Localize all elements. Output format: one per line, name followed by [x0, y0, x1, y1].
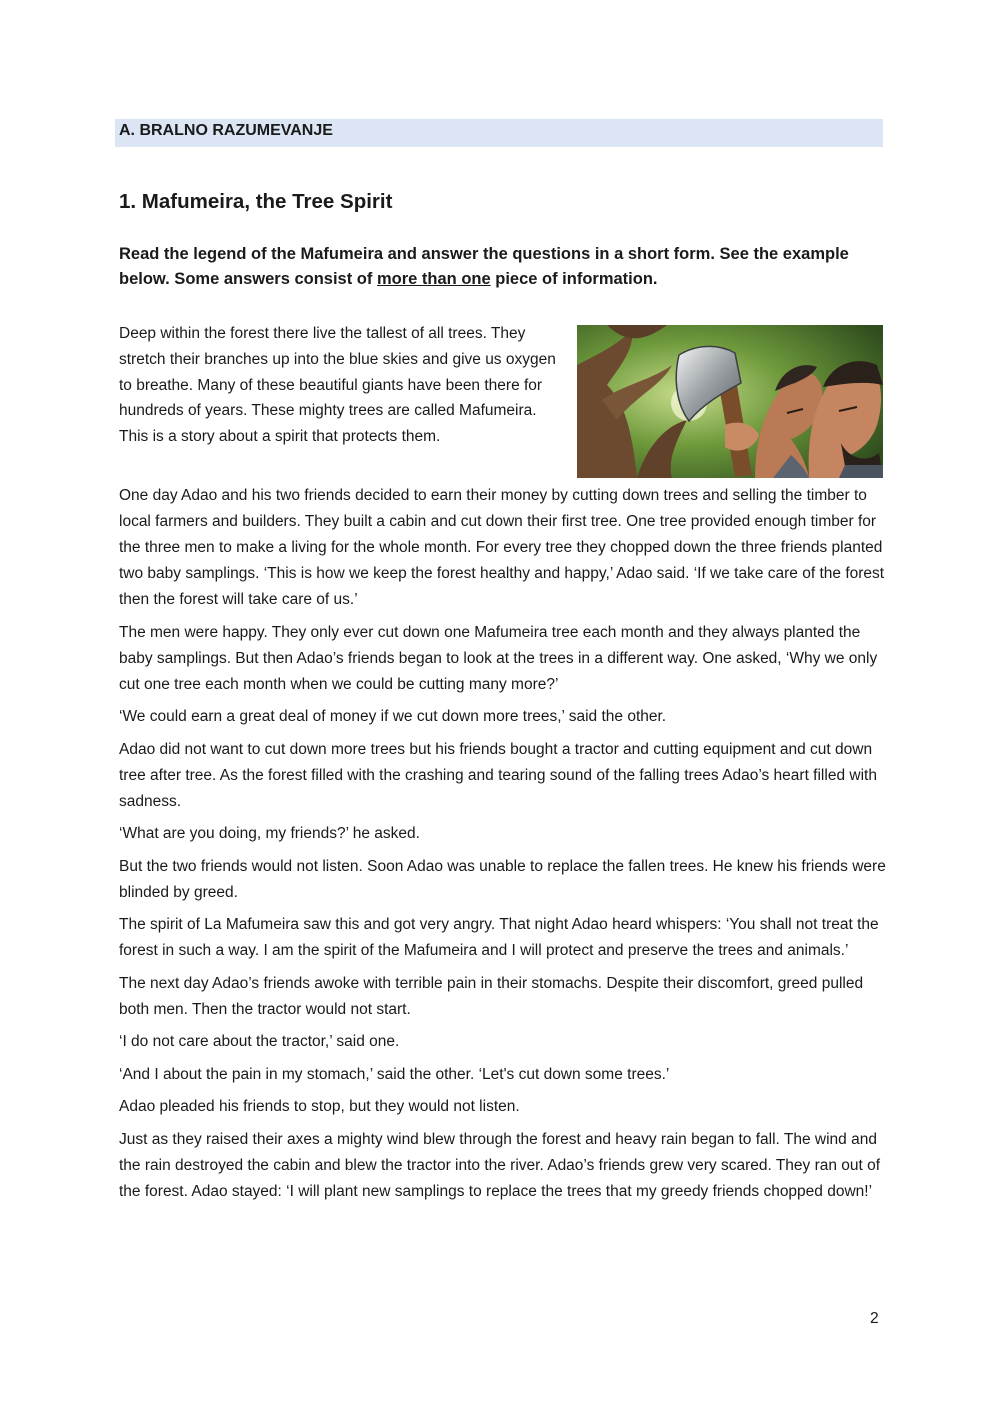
story-paragraph-4: Adao did not want to cut down more trees but his friends bought a tractor and cutting equipment and cut down tree after tree. As the forest filled with the crashing and tearing sound of the falling trees Adao’s heart filled with sadness.: [119, 740, 877, 810]
story-paragraph-2: The men were happy. They only ever cut down one Mafumeira tree each month and they always planted the baby samplings. But then Adao’s friends began to look at the trees in a different way. One asked, ‘Why we only cut one tree each month when we could be cutting many more?’: [119, 623, 878, 693]
instructions-text-end: piece of information.: [490, 270, 658, 288]
instructions-text-start: Read the legend of the Mafumeira and answer the questions in a short form. See the example below. Some answers consist of: [119, 245, 849, 288]
story-paragraph-9: ‘I do not care about the tractor,’ said one.: [119, 1033, 400, 1050]
page-number: 2: [870, 1310, 879, 1327]
story-paragraph-12: Just as they raised their axes a mighty wind blew through the forest and heavy rain began to fall. The wind and the rain destroyed the cabin and blew the tractor into the river. Adao’s friends grew very scared. They ran out of the forest. Adao stayed: ‘I will plant new samplings to replace the trees that my greedy friends chopped down!’: [119, 1130, 881, 1200]
section-label: A. BRALNO RAZUMEVANJE: [119, 122, 333, 139]
story-paragraph-7: The spirit of La Mafumeira saw this and got very angry. That night Adao heard whispers: ‘You shall not treat the forest in such a way. I am the spirit of the Mafumeira and I will protect and preserve the trees and animals.’: [119, 916, 879, 959]
story-paragraph-1: One day Adao and his two friends decided to earn their money by cutting down trees and selling the timber to local farmers and builders. They built a cabin and cut down their first tree. One tree provided enough timber for the three men to make a living for the whole month. For every tree they chopped down the three friends planted two baby samplings. ‘This is how we keep the forest healthy and happy,’ Adao said. ‘If we take care of the forest then the forest will take care of us.’: [119, 487, 885, 608]
exercise-instructions: [119, 242, 889, 292]
story-text: [119, 483, 889, 1211]
story-paragraph-11: Adao pleaded his friends to stop, but they would not listen.: [119, 1098, 520, 1115]
story-paragraph-6: But the two friends would not listen. Soon Adao was unable to replace the fallen trees. He knew his friends were blinded by greed.: [119, 857, 886, 901]
story-paragraph-8: The next day Adao’s friends awoke with terrible pain in their stomachs. Despite their discomfort, greed pulled both men. Then the tractor would not start.: [119, 974, 864, 1018]
exercise-title: 1. Mafumeira, the Tree Spirit: [119, 190, 393, 213]
story-paragraph-10: ‘And I about the pain in my stomach,’ said the other. ‘Let's cut down some trees.’: [119, 1065, 670, 1083]
intro-paragraph: Deep within the forest there live the tallest of all trees. They stretch their branches up into the blue skies and give us oxygen to breathe. Many of these beautiful giants have been there for hundreds of years. These mighty trees are called Mafumeira. This is a story about a spirit that protects them.: [119, 325, 556, 446]
section-header: [115, 119, 883, 147]
story-paragraph-3: ‘We could earn a great deal of money if we cut down more trees,’ said the other.: [119, 708, 667, 725]
axe-men-illustration: [577, 325, 883, 478]
instructions-underlined: more than one: [376, 270, 491, 288]
story-paragraph-5: ‘What are you doing, my friends?’ he asked.: [119, 825, 420, 842]
